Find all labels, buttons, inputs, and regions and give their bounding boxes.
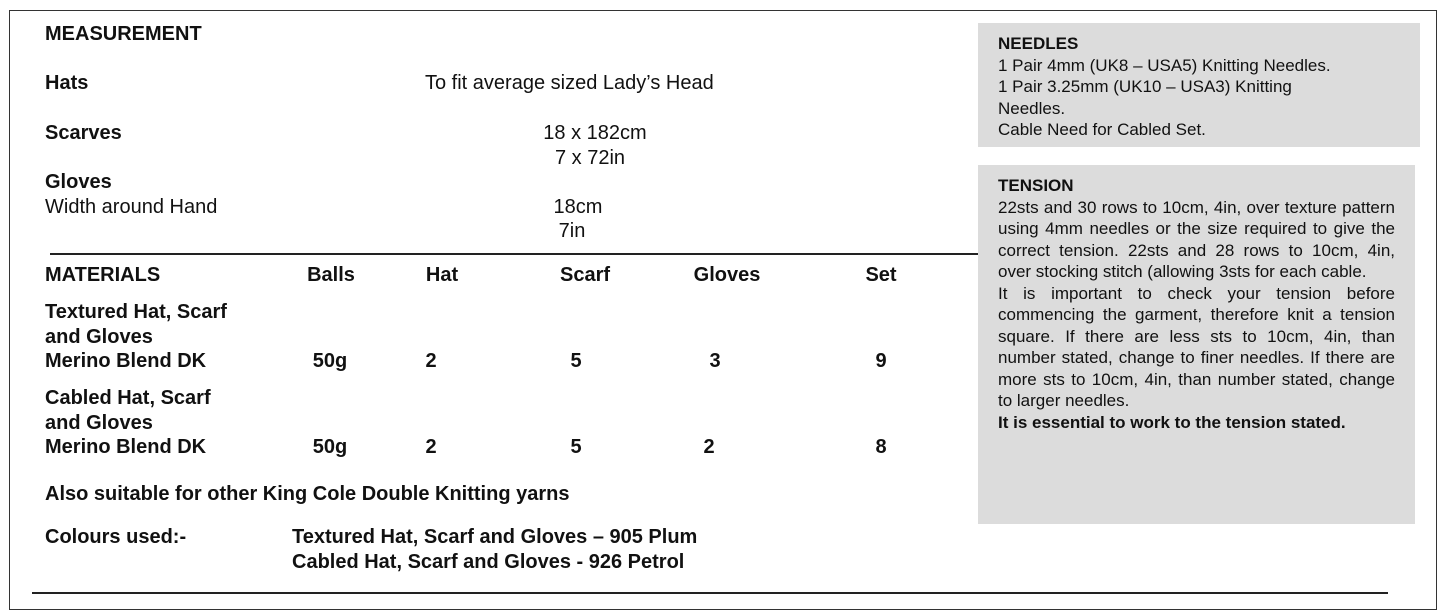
needles-line: Cable Need for Cabled Set. bbox=[998, 120, 1206, 139]
tension-title: TENSION bbox=[998, 176, 1074, 195]
also-suitable-note: Also suitable for other King Cole Double Knitting yarns bbox=[45, 483, 570, 505]
gloves-label: Gloves bbox=[45, 171, 112, 193]
hats-value: To fit average sized Lady’s Head bbox=[425, 72, 714, 94]
scarves-value-cm: 18 x 182cm bbox=[543, 122, 647, 144]
row-hat: 2 bbox=[425, 436, 437, 458]
row-name-line: and Gloves bbox=[45, 412, 153, 434]
row-balls: 50g bbox=[312, 436, 348, 458]
row-name-line: Merino Blend DK bbox=[45, 436, 207, 458]
row-scarf: 5 bbox=[570, 436, 582, 458]
row-name-line: Cabled Hat, Scarf bbox=[45, 387, 211, 409]
measurement-divider bbox=[50, 253, 978, 255]
col-header-gloves: Gloves bbox=[693, 264, 761, 286]
row-set: 8 bbox=[875, 436, 887, 458]
colour-line: Cabled Hat, Scarf and Gloves - 926 Petrol bbox=[292, 551, 685, 573]
tension-paragraph-1: 22sts and 30 rows to 10cm, 4in, over texture pattern using 4mm needles or the size required to give the correct tension. 22sts and 28 rows to 10cm, 4in, over stocking stitch (allowing 3sts for each cable. bbox=[998, 197, 1395, 281]
col-header-balls: Balls bbox=[307, 264, 355, 286]
colours-label: Colours used:- bbox=[45, 526, 187, 548]
bottom-divider bbox=[32, 592, 1388, 594]
col-header-hat: Hat bbox=[425, 264, 459, 286]
gloves-value-cm: 18cm bbox=[553, 196, 603, 218]
row-hat: 2 bbox=[425, 350, 437, 372]
scarves-label: Scarves bbox=[45, 122, 122, 144]
measurement-heading: MEASUREMENT bbox=[45, 23, 202, 45]
gloves-value-in: 7in bbox=[558, 220, 586, 242]
scarves-value-in: 7 x 72in bbox=[554, 147, 626, 169]
hats-label: Hats bbox=[45, 72, 89, 94]
colour-line: Textured Hat, Scarf and Gloves – 905 Plum bbox=[292, 526, 698, 548]
row-scarf: 5 bbox=[570, 350, 582, 372]
materials-heading: MATERIALS bbox=[45, 264, 161, 286]
col-header-scarf: Scarf bbox=[559, 264, 611, 286]
row-name-line: Merino Blend DK bbox=[45, 350, 207, 372]
row-gloves: 3 bbox=[709, 350, 721, 372]
row-name-line: and Gloves bbox=[45, 326, 153, 348]
col-header-set: Set bbox=[865, 264, 897, 286]
row-name-line: Textured Hat, Scarf bbox=[45, 301, 227, 323]
needles-title: NEEDLES bbox=[998, 34, 1079, 53]
row-gloves: 2 bbox=[703, 436, 715, 458]
needles-line: 1 Pair 3.25mm (UK10 – USA3) Knitting bbox=[998, 77, 1292, 96]
needles-panel bbox=[978, 23, 1420, 147]
row-balls: 50g bbox=[312, 350, 348, 372]
needles-line: 1 Pair 4mm (UK8 – USA5) Knitting Needles. bbox=[998, 55, 1331, 75]
tension-paragraph-2: It is important to check your tension before commencing the garment, therefore knit a tension square. If there are less sts to 10cm, 4in, than number stated, change to finer needles. If there are more sts to 10cm, 4in, than number stated, change to larger needles. bbox=[998, 283, 1395, 410]
tension-panel bbox=[978, 165, 1415, 524]
gloves-sublabel: Width around Hand bbox=[45, 196, 218, 218]
tension-emphasis: It is essential to work to the tension stated. bbox=[998, 412, 1346, 432]
needles-line: Needles. bbox=[998, 98, 1066, 118]
row-set: 9 bbox=[875, 350, 887, 372]
